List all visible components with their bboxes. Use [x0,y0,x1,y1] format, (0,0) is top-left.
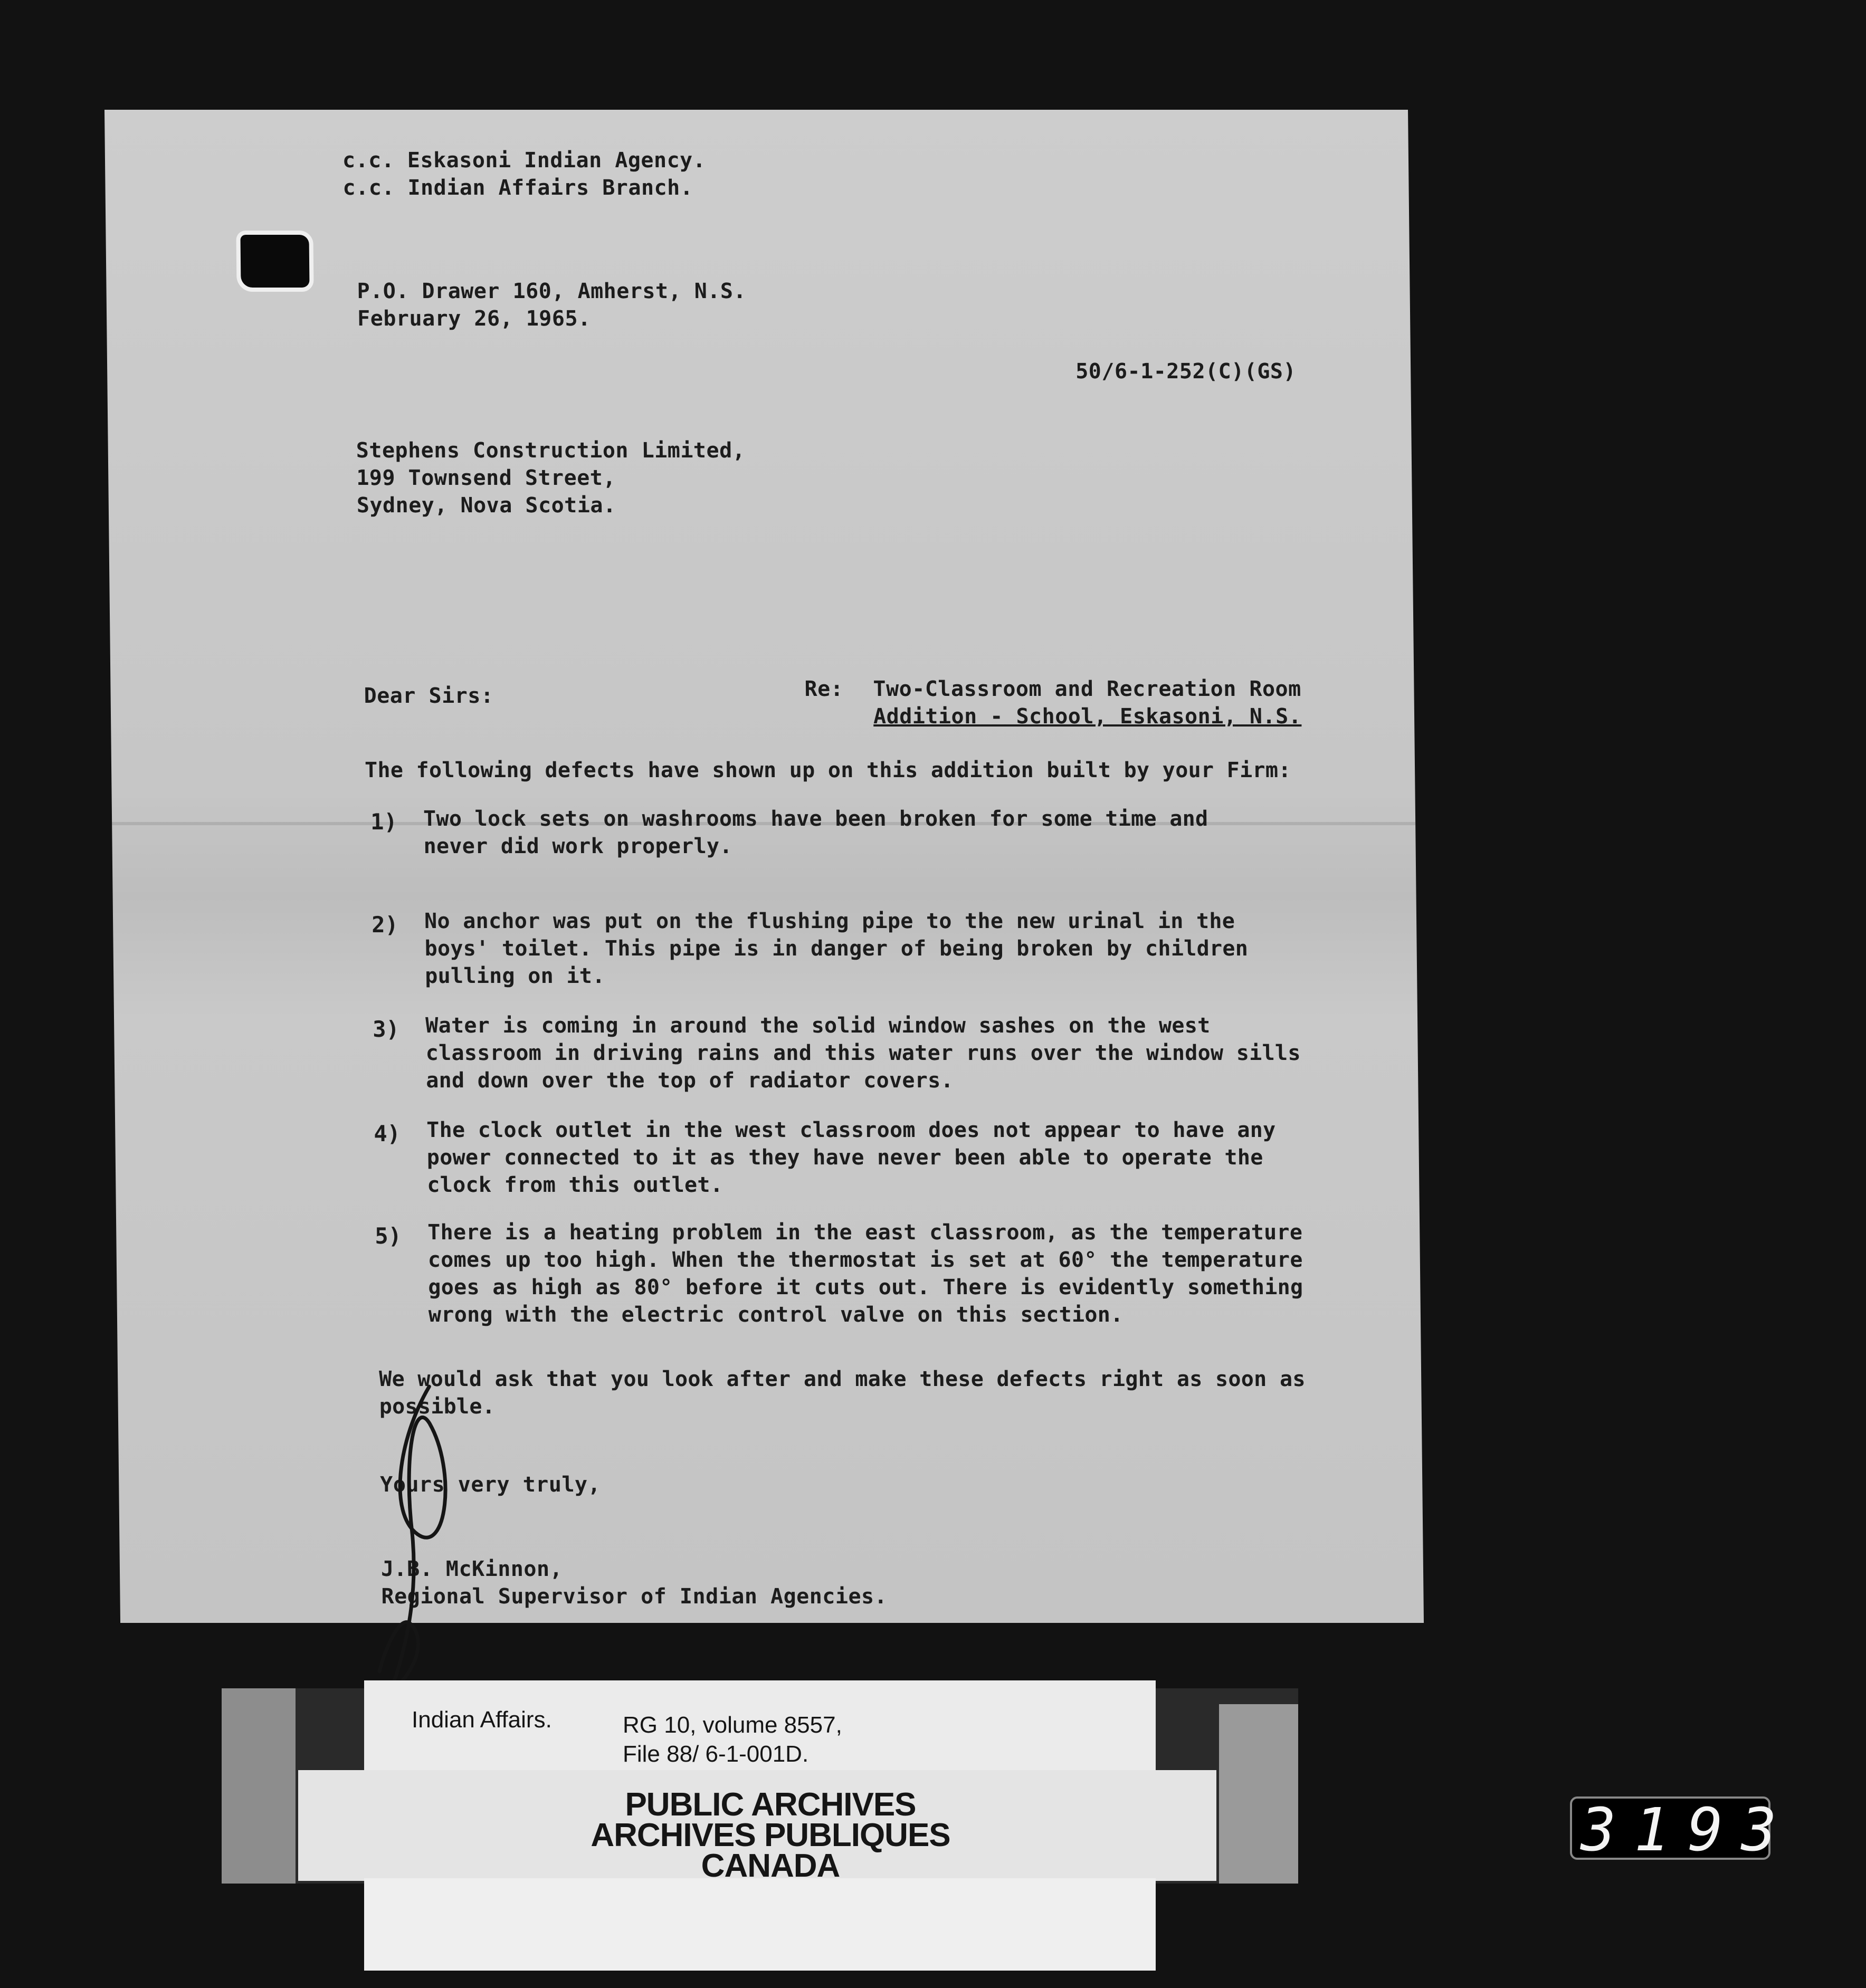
subject-line-2: Addition - School, Eskasoni, N.S. [873,704,1302,729]
item-4-line-3: clock from this outlet. [427,1173,723,1197]
closing-line-1: We would ask that you look after and make these defects right as soon as [378,1367,1306,1391]
letter-page [104,110,1424,1623]
archive-frame-left-panel [222,1688,296,1884]
letter-date: February 26, 1965. [357,307,591,331]
archive-stamp-line-2: ARCHIVES PUBLIQUES [591,1817,950,1853]
item-number-4: 4) [374,1121,401,1146]
item-5-line-1: There is a heating problem in the east classroom, as the temperature [427,1220,1303,1245]
recipient-line-2: 199 Townsend Street, [356,466,616,490]
archive-frame-right-panel [1219,1704,1298,1884]
salutation: Dear Sirs: [364,684,494,708]
archive-stamp-line-1: PUBLIC ARCHIVES [625,1786,916,1823]
archive-reference-line-1: RG 10, volume 8557, [623,1712,842,1738]
punched-hole [240,235,309,288]
complimentary-close: Yours very truly, [380,1473,601,1497]
file-reference: 50/6-1-252(C)(GS) [1075,359,1297,384]
signatory-title: Regional Supervisor of Indian Agencies. [381,1584,888,1609]
cc-line-2: c.c. Indian Affairs Branch. [342,176,693,200]
signatory-name: J.B. McKinnon, [380,1557,563,1581]
item-4-line-1: The clock outlet in the west classroom does not appear to have any [426,1118,1276,1142]
archive-reference-line-2: File 88/ 6-1-001D. [623,1741,809,1767]
intro-line: The following defects have shown up on this addition built by your Firm: [364,758,1291,782]
item-1-line-1: Two lock sets on washrooms have been broken for some time and [423,807,1208,831]
re-label: Re: [804,677,844,701]
item-number-5: 5) [375,1223,402,1249]
archive-collection: Indian Affairs. [412,1707,552,1733]
item-5-line-4: wrong with the electric control valve on this section. [428,1303,1124,1327]
item-number-2: 2) [371,912,399,938]
item-2-line-1: No anchor was put on the flushing pipe to the new urinal in the [424,909,1235,933]
item-number-3: 3) [372,1016,400,1042]
item-3-line-3: and down over the top of radiator covers. [426,1068,954,1093]
archive-card-bottom [364,1878,1156,1971]
handwritten-signature [366,1376,496,1714]
sender-address: P.O. Drawer 160, Amherst, N.S. [357,279,747,303]
archive-stamp-line-3: CANADA [701,1848,840,1884]
recipient-line-1: Stephens Construction Limited, [356,438,746,463]
item-5-line-2: comes up too high. When the thermostat is set at 60° the temperature [427,1248,1303,1272]
item-2-line-3: pulling on it. [424,964,605,988]
cc-line-1: c.c. Eskasoni Indian Agency. [342,148,706,173]
item-3-line-1: Water is coming in around the solid window sashes on the west [425,1014,1211,1038]
item-1-line-2: never did work properly. [423,834,733,858]
item-5-line-3: goes as high as 80° before it cuts out. There is evidently something [428,1275,1303,1299]
frame-counter: 3193 [1570,1796,1770,1860]
item-2-line-2: boys' toilet. This pipe is in danger of being broken by children [424,936,1249,961]
subject-line-1: Two-Classroom and Recreation Room [873,677,1301,701]
item-4-line-2: power connected to it as they have never been able to operate the [426,1145,1263,1170]
item-number-1: 1) [370,809,397,835]
item-3-line-2: classroom in driving rains and this water runs over the window sills [425,1041,1301,1065]
recipient-line-3: Sydney, Nova Scotia. [356,493,616,518]
closing-line-2: possible. [379,1394,496,1419]
